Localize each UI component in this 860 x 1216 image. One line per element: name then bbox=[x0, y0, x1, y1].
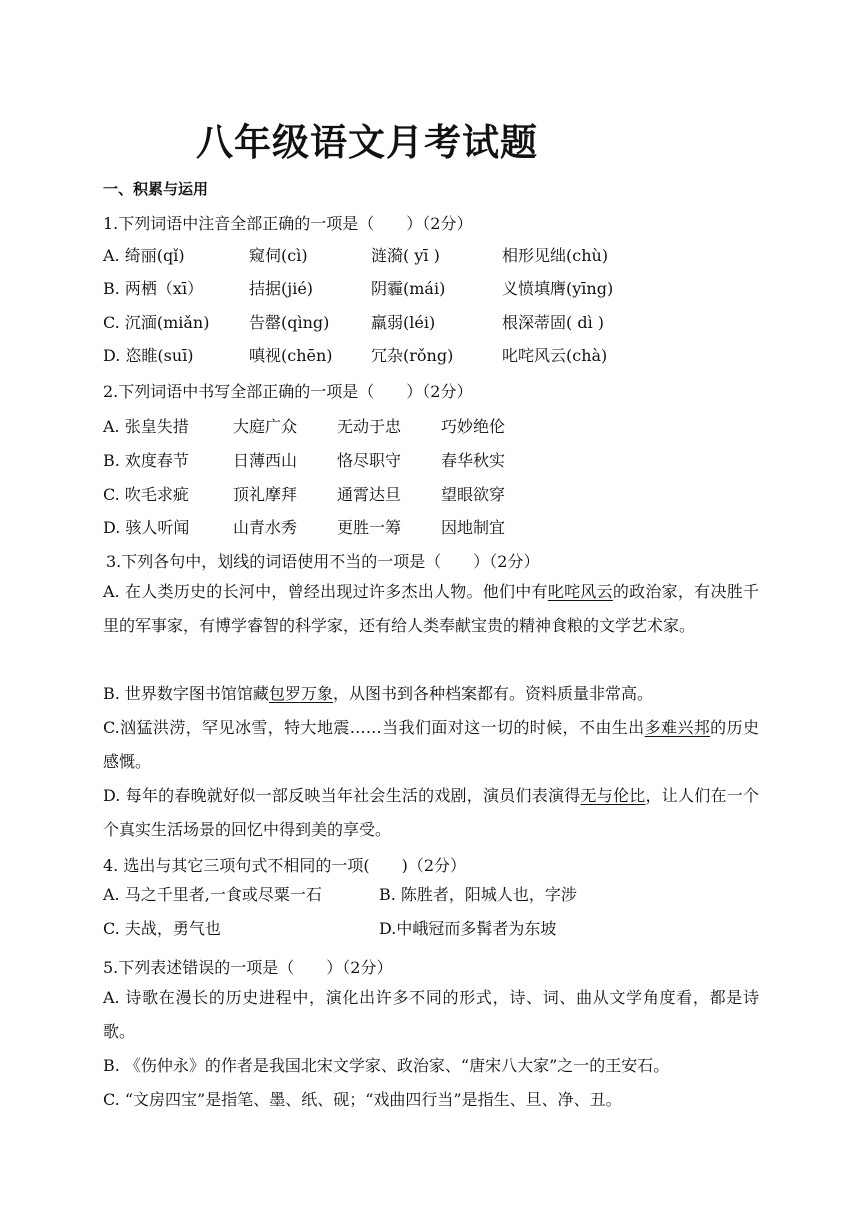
question-2-stem: 2.下列词语中书写全部正确的一项是（ ）（2分） bbox=[103, 382, 473, 401]
question-4-option-d: D.中峨冠而多髯者为东坡 bbox=[379, 919, 557, 938]
underlined-phrase: 多难兴邦 bbox=[644, 718, 711, 737]
question-5-option-c: C. “文房四宝”是指笔、墨、纸、砚；“戏曲四行当”是指生、旦、净、丑。 bbox=[103, 1090, 622, 1109]
question-4-option-c: C. 夫战，勇气也 bbox=[103, 919, 221, 938]
question-2-option-c: C. 吹毛求疵 顶礼摩拜 通霄达旦 望眼欲穿 bbox=[103, 485, 506, 504]
question-3-option-a: A. 在人类历史的长河中，曾经出现过许多杰出人物。他们中有叱咤风云的政治家，有决胜千里的军事家，有博学睿智的科学家，还有给人类奉献宝贵的精神食粮的文学艺术家。 bbox=[103, 582, 759, 635]
underlined-phrase: 叱咤风云 bbox=[547, 582, 613, 601]
question-4-row-1 bbox=[103, 882, 743, 906]
question-4-option-a: A. 马之千里者,一食或尽粟一石 bbox=[103, 885, 322, 904]
question-2-option-b: B. 欢度春节 日薄西山 恪尽职守 春华秋实 bbox=[103, 451, 506, 470]
question-3-option-c: C.汹猛洪涝，罕见冰雪，特大地震……当我们面对这一切的时候，不由生出多难兴邦的历史感慨。 bbox=[103, 718, 759, 771]
underlined-phrase: 无与伦比 bbox=[580, 786, 646, 805]
question-3-option-d: D. 每年的春晚就好似一部反映当年社会生活的戏剧，演员们表演得无与伦比，让人们在一个个真实生活场景的回忆中得到美的享受。 bbox=[103, 786, 759, 839]
question-4-row-2 bbox=[103, 916, 743, 940]
question-3-stem: 3.下列各句中，划线的词语使用不当的一项是（ ）（2分） bbox=[106, 552, 540, 571]
question-4-option-b: B. 陈胜者，阳城人也，字涉 bbox=[379, 885, 577, 904]
question-1-option-b: B. 两栖（xī） 拮据(jié) 阴霾(mái) 义愤填膺(yīng) bbox=[103, 279, 614, 298]
underlined-phrase: 包罗万象 bbox=[268, 684, 333, 703]
question-3-option-b: B. 世界数字图书馆馆藏包罗万象，从图书到各种档案都有。资料质量非常高。 bbox=[103, 684, 653, 703]
question-2-option-d: D. 骇人听闻 山青水秀 更胜一筹 因地制宜 bbox=[103, 518, 506, 537]
question-4-stem: 4. 选出与其它三项句式不相同的一项( )（2分） bbox=[103, 856, 467, 875]
question-5-option-b: B. 《伤仲永》的作者是我国北宋文学家、政治家、“唐宋八大家”之一的王安石。 bbox=[103, 1056, 670, 1075]
section-heading: 一、积累与运用 bbox=[103, 180, 209, 198]
question-2-option-a: A. 张皇失措 大庭广众 无动于忠 巧妙绝伦 bbox=[103, 417, 506, 436]
question-1-option-d: D. 恣睢(suī) 嗔视(chēn) 冗杂(rǒng) 叱咤风云(chà) bbox=[103, 346, 608, 365]
question-1-option-a: A. 绮丽(qǐ) 窥伺(cì) 涟漪( yī ) 相形见绌(chù) bbox=[103, 246, 609, 265]
question-5-stem: 5.下列表述错误的一项是（ ）（2分） bbox=[103, 958, 393, 977]
page-title: 八年级语文月考试题 bbox=[196, 120, 538, 164]
question-5-option-a: A. 诗歌在漫长的历史进程中，演化出许多不同的形式，诗、词、曲从文学角度看，都是诗歌。 bbox=[103, 988, 759, 1041]
question-1-option-c: C. 沉湎(miǎn) 告罄(qìng) 羸弱(léi) 根深蒂固( dì ) bbox=[103, 313, 605, 332]
question-1-stem: 1.下列词语中注音全部正确的一项是（ ）（2分） bbox=[103, 214, 473, 233]
